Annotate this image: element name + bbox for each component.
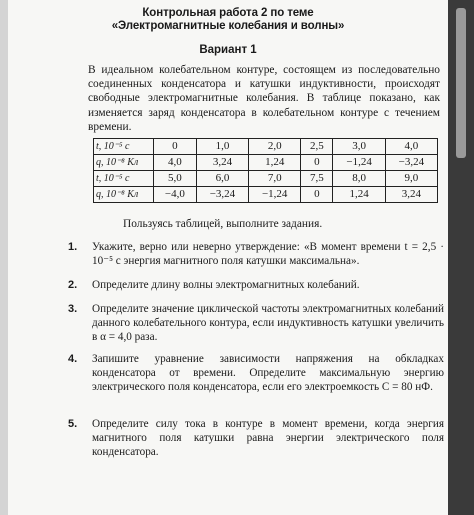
table-row-header: t, 10⁻⁵ с (94, 139, 154, 155)
table-cell: 2,0 (249, 139, 301, 155)
table-cell: 2,5 (301, 139, 333, 155)
table-cell: −3,24 (196, 187, 248, 203)
table-cell: −1,24 (249, 187, 301, 203)
table-row-header: t, 10⁻⁵ с (94, 171, 154, 187)
table-row-header: q, 10⁻⁸ Кл (94, 187, 154, 203)
charge-time-table (93, 138, 438, 203)
task-number: 2. (68, 279, 78, 291)
title-line-1: Контрольная работа 2 по теме (142, 7, 314, 19)
table-cell: 4,0 (385, 139, 437, 155)
variant-heading: Вариант 1 (199, 44, 257, 56)
scrollbar[interactable] (448, 0, 474, 515)
intro-paragraph: В идеальном колебательном контуре, состоящем из последовательно соединенных конденсатора и катушки индуктивности, происходят свободные электромагнитные колебания. В таблице показано, как изменяется заряд конденсатора в колебательном контуре с течением времени. (88, 64, 440, 133)
task-text: Укажите, верно или неверно утверждение: «В момент времени t = 2,5 · 10⁻⁵ с энергия магнитного поля катушки максимальна». (92, 241, 444, 268)
table-cell: 3,24 (385, 187, 437, 203)
table-cell: 9,0 (385, 171, 437, 187)
task-2 (68, 278, 444, 292)
task-text: Определите длину волны электромагнитных колебаний. (92, 279, 360, 291)
task-4 (68, 352, 444, 395)
instruction-text: Пользуясь таблицей, выполните задания. (123, 218, 323, 230)
title-line-2: «Электромагнитные колебания и волны» (111, 20, 345, 32)
task-text: Определите силу тока в контуре в момент времени, когда энергия магнитного поля катушки равна энергии электрического поля конденсатора. (92, 418, 444, 459)
task-text: Запишите уравнение зависимости напряжения на обкладках конденсатора от времени. Определите максимальную энергию электрического поля конденсатора, если его электроемкость C = 80 нФ. (92, 353, 444, 394)
table-cell: −3,24 (385, 155, 437, 171)
table-cell: −4,0 (154, 187, 197, 203)
table-cell: 1,24 (249, 155, 301, 171)
task-number: 5. (68, 418, 78, 430)
table-cell: 0 (301, 155, 333, 171)
table-cell: 3,0 (333, 139, 385, 155)
table-cell: 8,0 (333, 171, 385, 187)
task-5 (68, 417, 444, 460)
table-row (94, 171, 438, 187)
task-number: 1. (68, 241, 78, 253)
task-3 (68, 302, 444, 345)
document-page (8, 0, 448, 515)
table-cell: 0 (301, 187, 333, 203)
table-row (94, 139, 438, 155)
table-row (94, 155, 438, 171)
task-1 (68, 240, 444, 268)
table-cell: 3,24 (196, 155, 248, 171)
scrollbar-thumb[interactable] (456, 8, 466, 158)
task-text: Определите значение циклической частоты электромагнитных колебаний данного колебательного контура, если индуктивность катушки увеличить в α = 4,0 раза. (92, 303, 444, 344)
table-cell: 7,0 (249, 171, 301, 187)
table-cell: 0 (154, 139, 197, 155)
table-cell: 4,0 (154, 155, 197, 171)
table-cell: 1,24 (333, 187, 385, 203)
table-row-header: q, 10⁻⁸ Кл (94, 155, 154, 171)
left-margin-strip (0, 0, 8, 515)
task-number: 4. (68, 353, 78, 365)
table-cell: 5,0 (154, 171, 197, 187)
table-cell: 6,0 (196, 171, 248, 187)
table-cell: 7,5 (301, 171, 333, 187)
table-row (94, 187, 438, 203)
table-cell: 1,0 (196, 139, 248, 155)
task-number: 3. (68, 303, 78, 315)
table-cell: −1,24 (333, 155, 385, 171)
